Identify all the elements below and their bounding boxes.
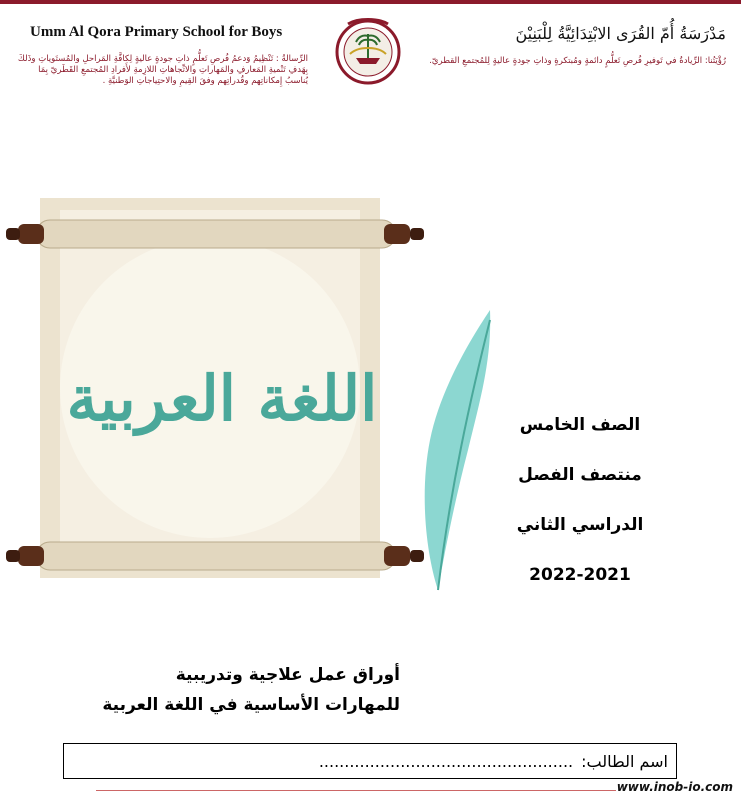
title-line-1: أوراق عمل علاجية وتدريبية [175,665,400,685]
grade-info [500,408,660,608]
period-label: منتصف الفصل [518,465,642,485]
school-name-ar: مَدْرَسَةُ أُمّ القُرَى الابْتِدَائِيَّةُ لِلْبَنِيْنَ [515,24,726,43]
school-name-en: Umm Al Qora Primary School for Boys [30,24,283,40]
ministry-logo [328,14,408,86]
vision-statement: رُؤْيَتُنا: الرِّيادةُ في تَوفيرِ فُرصِ تَعلُّمٍ دائمةٍ ومُبتكرةٍ وذاتِ جودةٍ عاليةٍ لِلمُجتمعِ القطريّ. [429,56,726,66]
header-top-border [0,0,741,4]
worksheet-title [40,660,400,720]
calligraphy-text: اللغة العربية [66,362,378,435]
academic-year: 2022-2021 [529,565,631,585]
site-watermark: www.inob-io.com [616,780,733,794]
semester-label: الدراسي الثاني [516,515,644,535]
footer-divider [96,790,616,791]
student-name-field[interactable] [63,743,677,779]
student-name-dots: .................................................. [318,751,574,771]
mission-statement: الرِّسالةُ : تَنْظِيمُ وَدعمُ فُرصِ تَعلُّمٍ ذاتِ جودةٍ عاليةٍ لِكافَّةِ المَراحلِ والمُستَوياتِ وذَلكَ بِهَدفِ تَنْميةِ المَعارفِ والمَهاراتِ والاتِّجاهاتِ اللازِمةِ لأَفرادِ المُجتمعِ القَطَريّ بِمَا يُناسبُ إِمكاناتِهم وقُدراتِهم وفقَ القِيمِ والاحتِياجاتِ الوَطنيَّةِ . [17,54,308,86]
grade-label: الصف الخامس [519,415,641,435]
student-name-label: اسم الطالب: [581,751,668,771]
title-line-2: للمهارات الأساسية في اللغة العربية [102,695,400,715]
scroll-illustration [0,170,500,606]
